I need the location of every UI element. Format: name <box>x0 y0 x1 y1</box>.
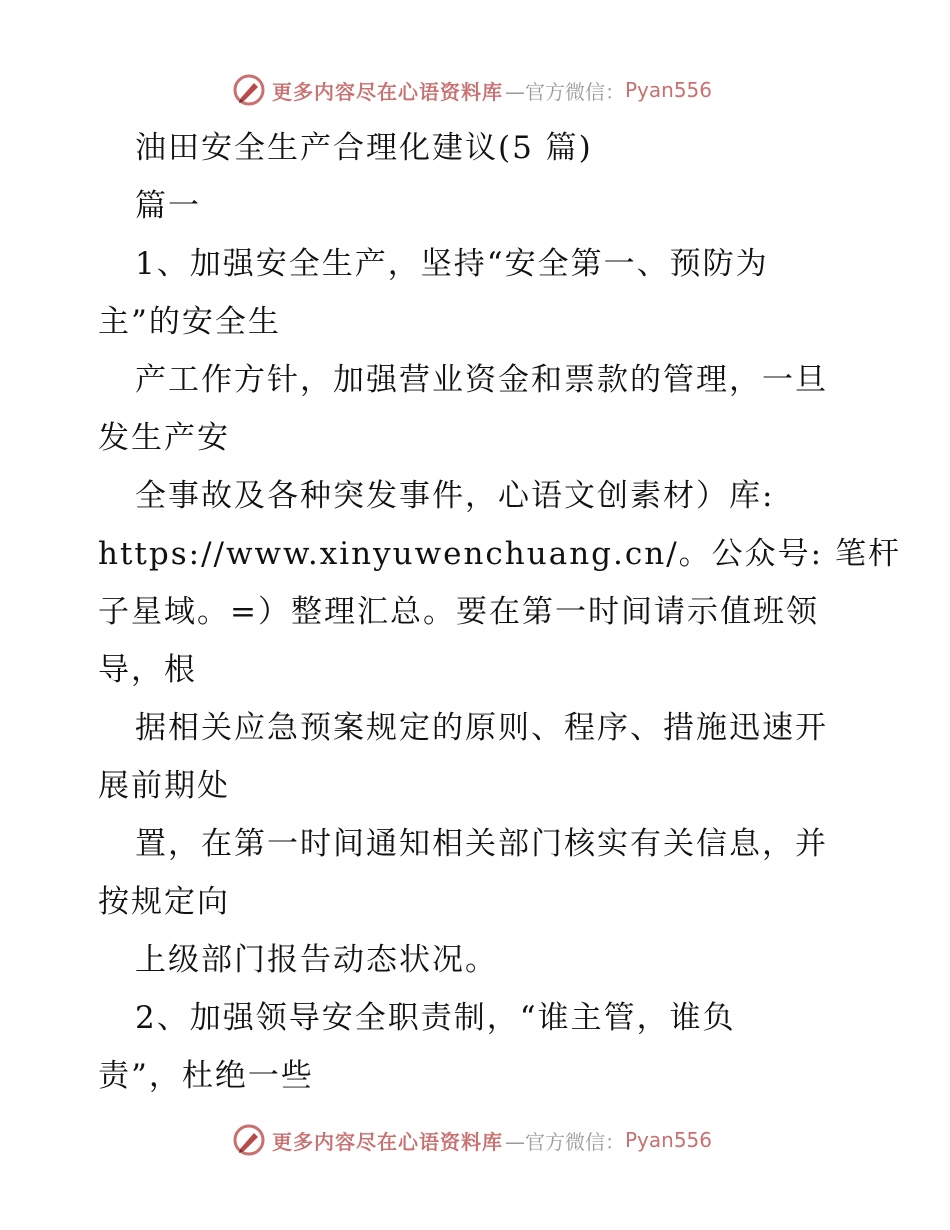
text-line: 发生产安 <box>98 420 230 456</box>
banner-title: 更多内容尽在心语资料库 <box>272 1129 503 1154</box>
text-line: 按规定向 <box>98 884 230 920</box>
header-watermark-banner <box>232 70 712 110</box>
text-line: 产工作方针，加强营业资金和票款的管理，一旦 <box>135 362 828 398</box>
text-line: 全事故及各种突发事件，心语文创素材）库: <box>135 478 775 514</box>
document-title: 油田安全生产合理化建议(5 篇) <box>135 130 593 166</box>
text-line: 子星域。=）整理汇总。要在第一时间请示值班领 <box>98 594 819 630</box>
text-line: 责”，杜绝一些 <box>98 1058 314 1094</box>
text-line: 1、加强安全生产，坚持“安全第一、预防为 <box>135 246 769 282</box>
pen-logo-icon <box>232 1123 266 1157</box>
footer-watermark-banner <box>232 1120 712 1160</box>
text-line: 展前期处 <box>98 768 230 804</box>
section-heading: 篇一 <box>135 188 201 224</box>
text-line: 主”的安全生 <box>98 304 281 340</box>
text-line: 上级部门报告动态状况。 <box>135 942 498 978</box>
text-line: 2、加强领导安全职责制，“谁主管，谁负 <box>135 1000 736 1036</box>
banner-wechat-id: Pyan556 <box>625 1128 713 1152</box>
banner-title: 更多内容尽在心语资料库 <box>272 79 503 104</box>
text-line: https://www.xinyuwenchuang.cn/。公众号: 笔杆 <box>98 536 901 572</box>
banner-wechat-id: Pyan556 <box>625 78 713 102</box>
text-line: 导，根 <box>98 652 197 688</box>
text-line: 据相关应急预案规定的原则、程序、措施迅速开 <box>135 710 828 746</box>
text-line: 置，在第一时间通知相关部门核实有关信息，并 <box>135 826 828 862</box>
banner-label: —官方微信： <box>505 79 625 104</box>
pen-logo-icon <box>232 73 266 107</box>
banner-label: —官方微信： <box>505 1129 625 1154</box>
